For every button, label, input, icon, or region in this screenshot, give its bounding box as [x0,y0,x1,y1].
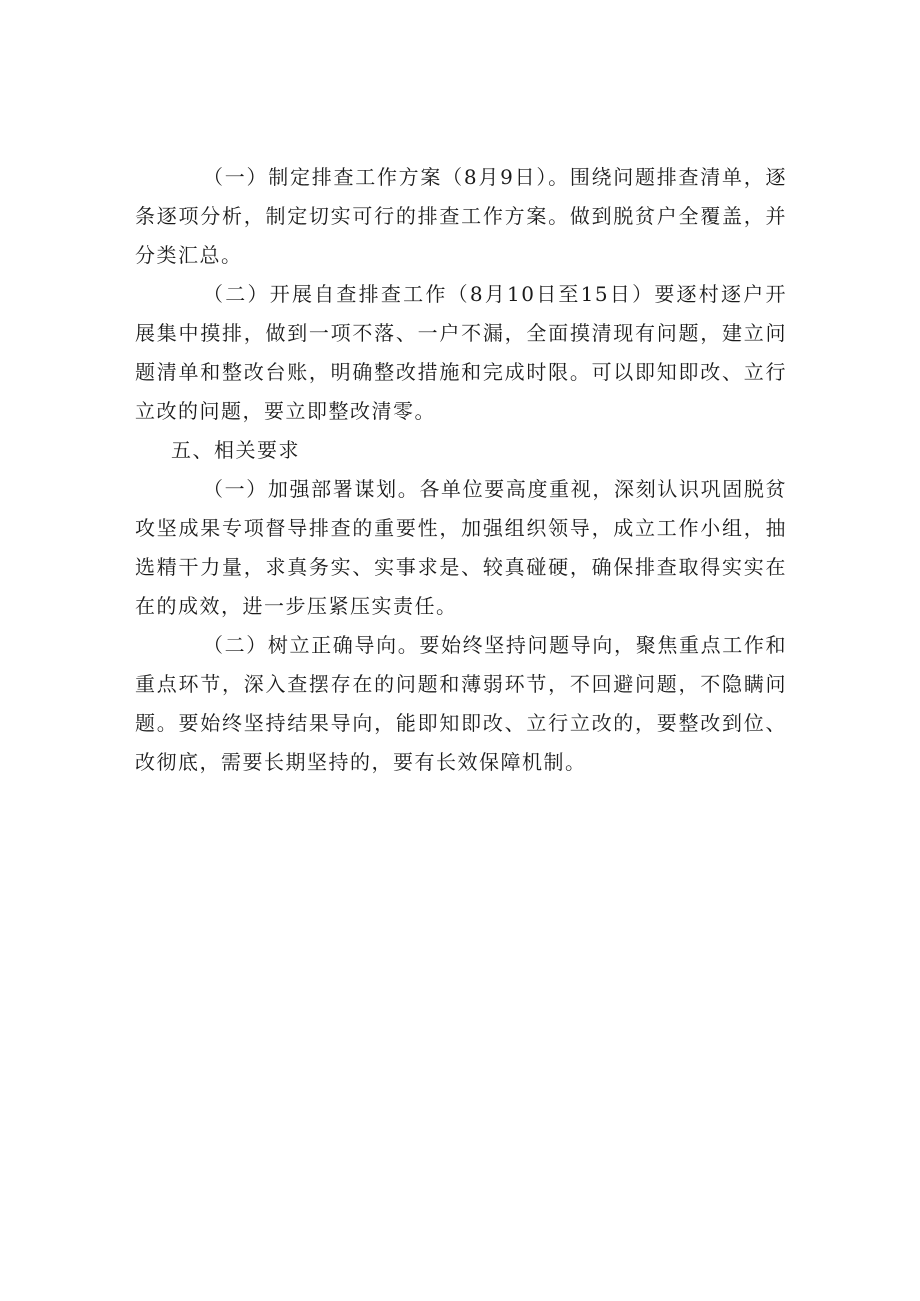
document-body [135,158,787,782]
section-heading-requirements: 五、相关要求 [171,438,300,462]
paragraph-deployment-planning: （一）加强部署谋划。各单位要高度重视，深刻认识巩固脱贫攻坚成果专项督导排查的重要性，加强组织领导，成立工作小组，抽选精干力量，求真务实、实事求是、较真碰硬，确保排查取得实实在在的成效，进一步压紧压实责任。 [135,477,787,618]
paragraph-formulate-plan: （一）制定排查工作方案（8月9日）。围绕问题排查清单，逐条逐项分析，制定切实可行的排查工作方案。做到脱贫户全覆盖，并分类汇总。 [135,165,787,267]
paragraph-self-inspection: （二）开展自查排查工作（8月10日至15日）要逐村逐户开展集中摸排，做到一项不落、一户不漏，全面摸清现有问题，建立问题清单和整改台账，明确整改措施和完成时限。可以即知即改、立行立改的问题，要立即整改清零。 [135,282,787,423]
paragraph-correct-orientation: （二）树立正确导向。要始终坚持问题导向，聚焦重点工作和重点环节，深入查摆存在的问题和薄弱环节，不回避问题，不隐瞒问题。要始终坚持结果导向，能即知即改、立行立改的，要整改到位、改彻底，需要长期坚持的，要有长效保障机制。 [135,633,787,774]
